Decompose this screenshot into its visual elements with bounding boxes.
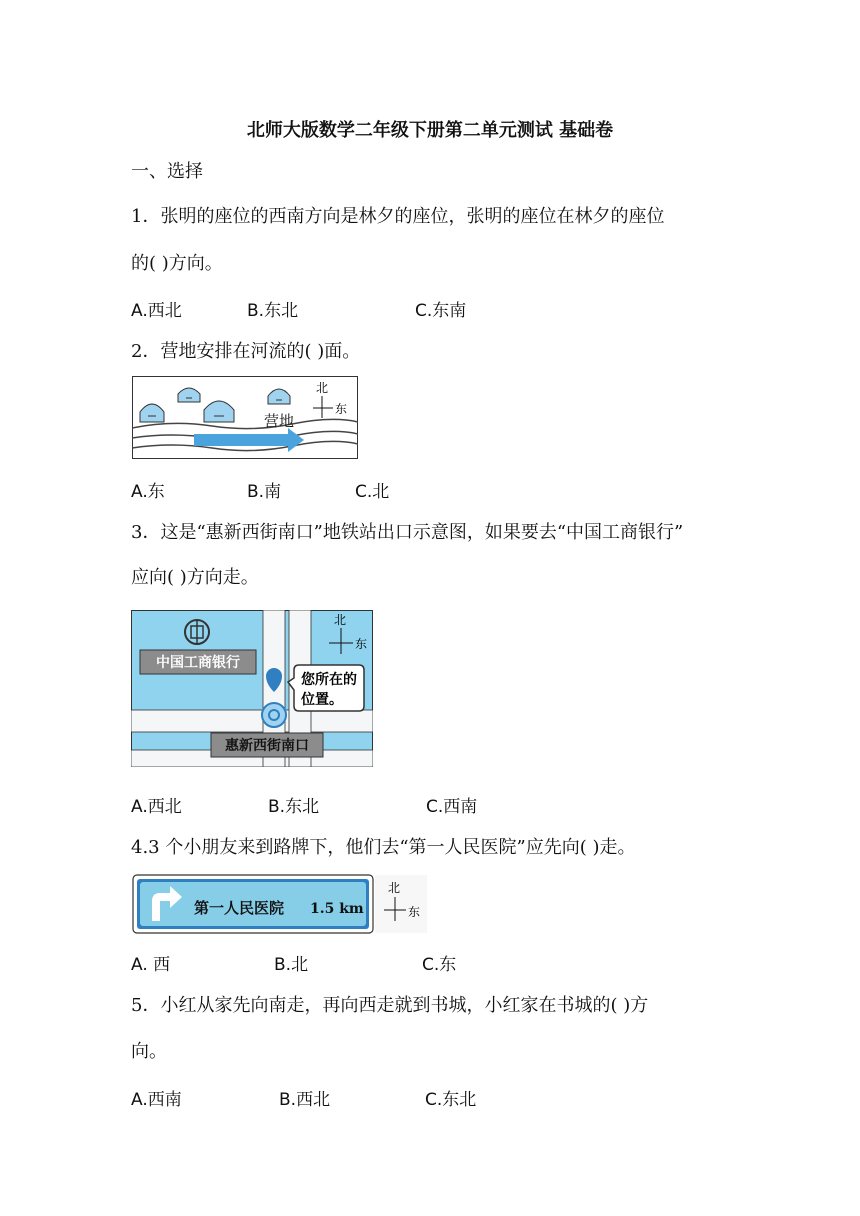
bubble-line2: 位置。	[301, 692, 343, 708]
q4-option-b[interactable]: B.北	[274, 955, 309, 975]
subway-logo-icon	[262, 703, 286, 727]
q5-option-b[interactable]: B.西北	[279, 1090, 331, 1110]
q2-option-a[interactable]: A.东	[131, 482, 165, 502]
camp-label: 营地	[264, 412, 295, 430]
q5-option-a[interactable]: A.西南	[131, 1090, 182, 1110]
section-heading: 一、选择	[131, 161, 203, 182]
compass-east-label: 东	[408, 905, 421, 919]
q5-stem-line1: 5．小红从家先向南走，再向西走就到书城，小红家在书城的( )方	[131, 995, 649, 1016]
q3-option-a[interactable]: A.西北	[131, 797, 182, 817]
q3-option-c[interactable]: C.西南	[426, 797, 478, 817]
q4-stem: 4.3 个小朋友来到路牌下，他们去“第一人民医院”应先向( )走。	[131, 837, 636, 858]
compass-east-label: 东	[355, 637, 368, 651]
q5-stem-line2: 向。	[131, 1041, 167, 1062]
compass-north-label: 北	[388, 881, 401, 895]
q1-option-a[interactable]: A.西北	[131, 301, 182, 321]
sign-distance: 1.5 km	[310, 901, 364, 917]
compass-north-label: 北	[334, 613, 347, 627]
bank-label: 中国工商银行	[156, 655, 240, 671]
subway-exit-illustration	[131, 610, 373, 767]
page-title: 北师大版数学二年级下册第二单元测试 基础卷	[246, 120, 614, 141]
q3-stem-line2: 应向( )方向走。	[131, 567, 259, 588]
q1-option-b[interactable]: B.东北	[247, 301, 299, 321]
q3-stem-line1: 3．这是“惠新西街南口”地铁站出口示意图，如果要去“中国工商银行”	[131, 522, 684, 543]
compass-north-label: 北	[316, 381, 329, 395]
q2-option-c[interactable]: C.北	[355, 482, 390, 502]
subway-exit-map	[131, 610, 373, 767]
bubble-line1: 您所在的	[301, 672, 357, 688]
road-sign-illustration	[132, 873, 427, 935]
q2-stem: 2．营地安排在河流的( )面。	[131, 341, 361, 362]
q1-option-c[interactable]: C.东南	[415, 301, 467, 321]
q2-option-b[interactable]: B.南	[247, 482, 282, 502]
road-sign-figure	[132, 873, 427, 935]
camp-river-figure	[132, 376, 358, 459]
q4-option-a[interactable]: A. 西	[131, 955, 171, 975]
q3-option-b[interactable]: B.东北	[268, 797, 320, 817]
q1-stem-line1: 1．张明的座位的西南方向是林夕的座位，张明的座位在林夕的座位	[131, 206, 665, 227]
sign-destination: 第一人民医院	[194, 899, 285, 917]
q5-option-c[interactable]: C.东北	[425, 1090, 477, 1110]
camp-river-illustration	[132, 376, 358, 459]
station-label: 惠新西街南口	[225, 738, 309, 754]
q4-option-c[interactable]: C.东	[422, 955, 457, 975]
q1-stem-line2: 的( )方向。	[131, 253, 223, 274]
compass-east-label: 东	[335, 402, 348, 416]
